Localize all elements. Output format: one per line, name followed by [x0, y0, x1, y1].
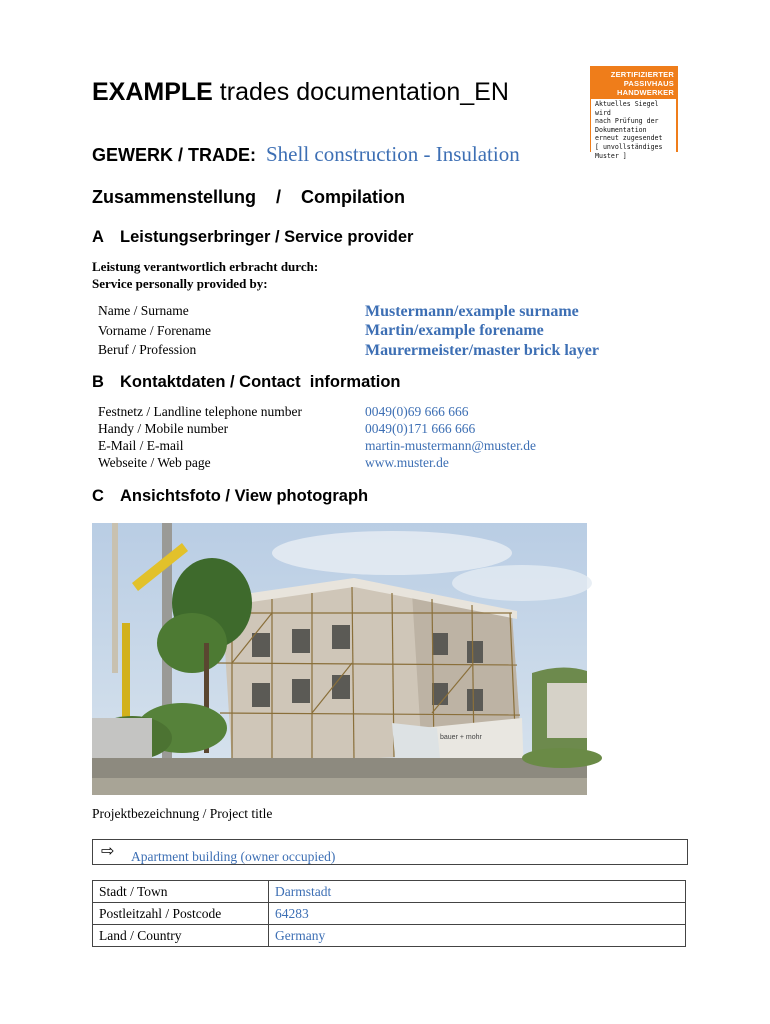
- seal-note: [590, 99, 678, 160]
- forename-value: Martin/example forename: [365, 322, 544, 339]
- seal-heading: [590, 66, 678, 99]
- section-letter: C: [92, 487, 104, 505]
- project-title-value: Apartment building (owner occupied): [131, 849, 336, 864]
- document-title: [92, 78, 509, 107]
- title-bold: EXAMPLE: [92, 78, 213, 106]
- trade-value: Shell construction - Insulation: [266, 142, 520, 166]
- section-title: Leistungserbringer / Service provider: [120, 228, 414, 246]
- postcode-label: Postleitzahl / Postcode: [93, 903, 269, 925]
- title-rest: trades documentation_EN: [212, 78, 509, 106]
- mobile-value: 0049(0)171 666 666: [365, 421, 476, 436]
- country-label: Land / Country: [93, 925, 269, 947]
- project-title-box: [92, 839, 688, 865]
- seal-note-line: Aktuelles Siegel wird: [595, 100, 659, 117]
- seal-heading-line: ZERTIFIZIERTER: [610, 70, 674, 79]
- webpage-value[interactable]: www.muster.de: [365, 455, 449, 470]
- section-a-heading: [92, 228, 413, 247]
- certification-seal: [590, 66, 678, 160]
- seal-note-line: erneut zugesendet: [595, 134, 663, 143]
- section-letter: A: [92, 228, 104, 246]
- section-letter: B: [92, 373, 104, 391]
- profession-label: Beruf / Profession: [98, 342, 197, 357]
- profession-value: Maurermeister/master brick layer: [365, 342, 599, 359]
- table-row: [93, 881, 686, 903]
- surname-label: Name / Surname: [98, 303, 189, 318]
- landline-value: 0049(0)69 666 666: [365, 404, 469, 419]
- trade-label: GEWERK / TRADE:: [92, 145, 256, 165]
- right-arrow-outline-icon: ⇨: [101, 841, 115, 860]
- seal-heading-line: PASSIVHAUS: [623, 79, 674, 88]
- seal-heading-line: HANDWERKER: [617, 88, 674, 97]
- location-table: [92, 880, 686, 947]
- section-c-heading: [92, 487, 368, 506]
- compilation-heading: Zusammenstellung / Compilation: [92, 187, 406, 207]
- building-photograph: [92, 523, 587, 795]
- seal-note-line: [ unvollständiges: [595, 142, 663, 151]
- building-photograph-svg: [92, 523, 587, 795]
- section-title: Ansichtsfoto / View photograph: [120, 487, 369, 505]
- project-title-label: Projektbezeichnung / Project title: [92, 806, 273, 821]
- webpage-label: Webseite / Web page: [98, 455, 211, 470]
- section-title: Kontaktdaten / Contact information: [120, 373, 401, 391]
- seal-note-line: nach Prüfung der: [595, 117, 659, 126]
- sign-board-text: bauer + mohr: [440, 734, 482, 741]
- section-b-heading: [92, 373, 401, 392]
- service-intro: [92, 258, 318, 292]
- email-value[interactable]: martin-mustermann@muster.de: [365, 438, 537, 453]
- mobile-label: Handy / Mobile number: [98, 421, 229, 436]
- email-label: E-Mail / E-mail: [98, 438, 184, 453]
- trade-row: [92, 142, 520, 167]
- seal-note-line: Dokumentation: [595, 125, 647, 134]
- postcode-value: 64283: [269, 903, 686, 925]
- service-intro-line: Service personally provided by:: [92, 276, 268, 291]
- forename-label: Vorname / Forename: [98, 323, 211, 338]
- landline-label: Festnetz / Landline telephone number: [98, 404, 302, 419]
- seal-note-line: Muster ]: [595, 151, 627, 160]
- table-row: [93, 903, 686, 925]
- surname-value: Mustermann/example surname: [365, 303, 579, 320]
- service-intro-line: Leistung verantwortlich erbracht durch:: [92, 259, 319, 274]
- table-row: [93, 925, 686, 947]
- country-value: Germany: [269, 925, 686, 947]
- town-label: Stadt / Town: [93, 881, 269, 903]
- town-value: Darmstadt: [269, 881, 686, 903]
